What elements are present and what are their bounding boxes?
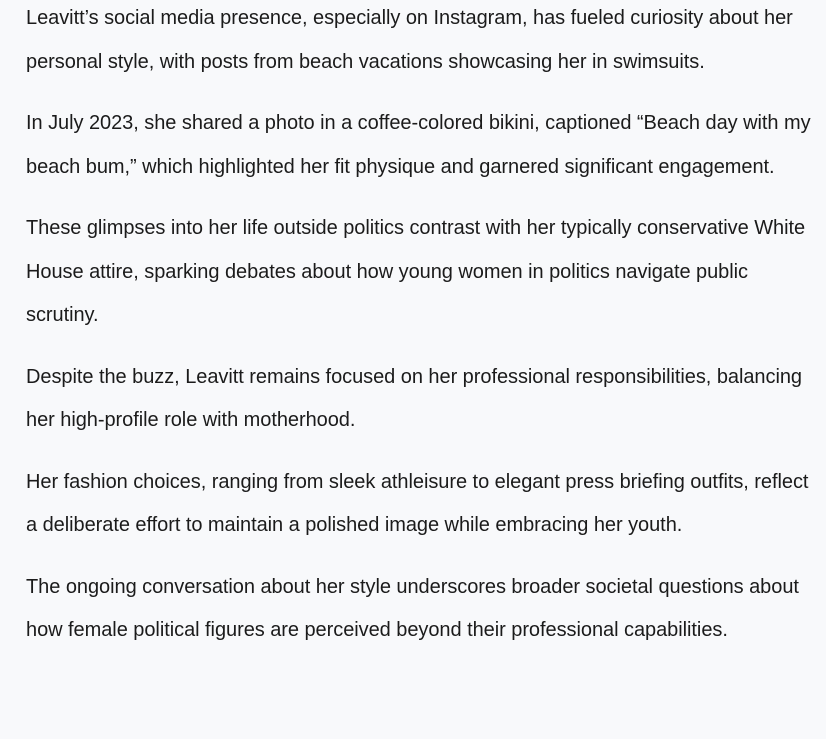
article-paragraph: These glimpses into her life outside politics contrast with her typically conservative White House attire, sparking debates about how young women in politics navigate public scrutiny. <box>26 217 806 326</box>
article-paragraph: Despite the buzz, Leavitt remains focused on her professional responsibilities, balancing her high-profile role with motherhood. <box>26 365 802 431</box>
article-paragraph: The ongoing conversation about her style underscores broader societal questions about how female political figures are perceived beyond their professional capabilities. <box>26 575 799 641</box>
article-paragraph: In July 2023, she shared a photo in a coffee-colored bikini, captioned “Beach day with my beach bum,” which highlighted her fit physique and garnered significant engagement. <box>26 112 811 178</box>
article-body <box>26 0 824 671</box>
article-paragraph: Her fashion choices, ranging from sleek athleisure to elegant press briefing outfits, reflect a deliberate effort to maintain a polished image while embracing her youth. <box>26 470 809 536</box>
article-paragraph: Leavitt’s social media presence, especially on Instagram, has fueled curiosity about her personal style, with posts from beach vacations showcasing her in swimsuits. <box>26 7 793 73</box>
